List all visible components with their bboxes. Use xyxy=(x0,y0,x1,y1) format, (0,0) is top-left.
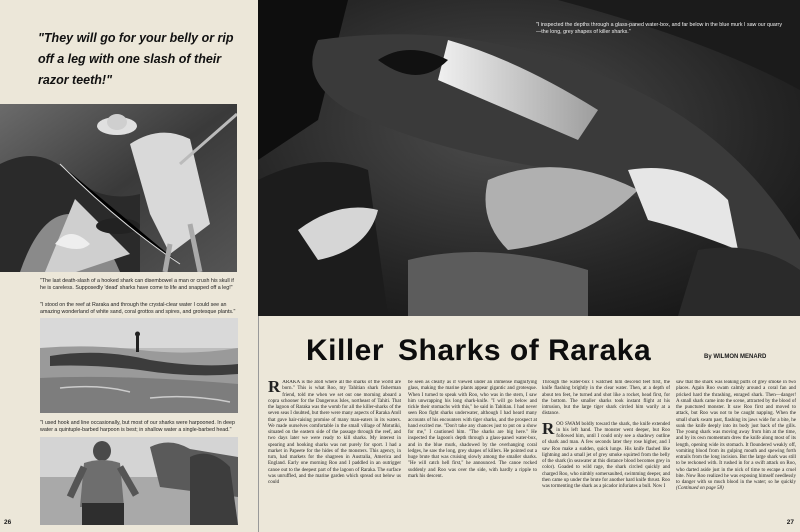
article-column-3 xyxy=(542,380,670,526)
photo-diver xyxy=(40,437,238,525)
pull-quote: "They will go for your belly or rip off a leg with one slash of their razor teeth!" xyxy=(38,31,234,87)
article-column-1 xyxy=(268,380,401,526)
page-number-left: 26 xyxy=(4,519,12,526)
article-column-2 xyxy=(408,380,537,526)
caption-diver: "I used hook and line occasionally, but most of our sharks were harpooned. In deep water a quintuple-barbed harpoon is best; in shallow water a single-barbed head." xyxy=(40,420,235,433)
article-col4-text: saw that the shark was leaking puffs of grey smoke in two places. Again Roo swam calmly around a coral fan and pricked hard the thrashing, enraged shark. Then—danger! A small shark came into the scene, attracted by the blood of the punctured monster. It saw Roo first and moved to attack, but Roo was not to be caught napping. When the small shark swam past, flashing its jaws wide for a bite, he sunk the knife deeply into its body just back of the gills. The young shark was moving away from him at the time, and by its own momentum drew the knife along most of its length, opening wide its stomach. It floundered weakly off, vomiting blood from its gulping mouth and spewing forth entrails from the long incision. But the large shark was still to be reckoned with. It rushed in for a swift attack on Roo, who darted aside just in the nick of time to escape a cruel bite. Now Roo realized he was exposing himself needlessly to danger with so much blood in the water; so he quickly xyxy=(676,380,796,485)
continued-note: (Continued on page 58) xyxy=(676,486,724,492)
caption-fisherman: "The last death-slash of a hooked shark can disembowel a man or crush his skull if he is careless. Supposedly 'dead' sharks have come to life and snapped off a leg!" xyxy=(40,278,234,291)
photo-shark-underwater xyxy=(258,0,800,316)
article-col3-text-b: OO SWAM boldly toward the shark, the knife extended in his left hand. The monster went deeper, but Roo followed him, until I could only see a shadowy outline of shark and man. A few seconds later they rose higher, and I saw Roo make a sudden, quick lunge. His knife flashed like lightning and a small jet of grey smoke squirted from the belly of the shark (in seawater at this distance blood becomes grey in color). Goaded to wild rage, the shark circled quickly and charged Roo, who nimbly somersaulted, swimming deeper, and then came up under the brute for another hard knife thrust. Roo was tormenting the shark as a picador infuriates a bull. Now I xyxy=(542,421,670,489)
photo-reef xyxy=(40,318,238,413)
title-sharks-of-raraka: Sharks of Raraka xyxy=(398,334,652,367)
title-word-killer: Killer xyxy=(306,334,385,367)
article-title xyxy=(306,334,665,368)
article-col3-text-a: Through the water-box I watched him descend feet first, the knife flashing brightly in the clear water. Then, at a depth of about ten feet, he turned and shot like a rocket, head first, for the bottom. The smaller sharks took instant flight at his intrusion, but the large tiger shark circled him warily at a distance. xyxy=(542,380,670,417)
left-page xyxy=(0,0,258,532)
article-col2-text: be seen as clearly as if viewed under an immense magnifying glass, making the marine plants appear gigantic and grotesque. When I turned to speak with Roo, who was in the stern, I saw him unwrapping his long shark-knife. "I will go below and tickle their stomachs with this," he said in Tahitian. I had never seen Roo fight sharks underwater, although I had heard many accounts of his encounters with tiger sharks, and the prospect at hand excited me. "Don't take any chances just to put on a show for me," I cautioned him. "The sharks are big here." He inspected the lagoon's depth through a glass-paned water-box, and in the blue murk, shadowed by the overhanging coral ledges, he saw the long, grey shapes of killers. He pointed out a huge brute that was cruising slowly among the smaller sharks. "He will catch hell first," he announced. The canoe rocked suddenly and Roo was over the side, with hardly a ripple to mark his descent. xyxy=(408,380,537,479)
article-column-4 xyxy=(676,380,796,526)
dropcap-r-2: R xyxy=(542,418,555,438)
byline: By WILMON MENARD xyxy=(704,354,767,360)
caption-shark-photo: "I inspected the depths through a glass-paned water-box, and far below in the blue murk I saw our quarry—the long, grey shapes of killer sharks." xyxy=(536,22,782,35)
caption-reef: "I stood on the reef at Raraka and through the crystal-clear water I could see an amazing wonderland of white sand, coral grottos and spires, and grotesque plants." xyxy=(40,302,236,315)
dropcap-r: R xyxy=(268,380,281,396)
photo-fisherman xyxy=(0,104,237,272)
page-number-right: 27 xyxy=(786,519,794,526)
article-col1-text: ARAKA is the atoll where all the sharks of the world are born." This is what Roo, my Tahitian shark fisherman friend, told me when we set out one morning aboard a copra schooner for the Dangerous Isles, northeast of Tahiti. That the lagoon of Raraka was the womb for all the killer-sharks of the seven seas I doubted, but there were many aspects of Raraka Atoll that gave hair-raising promise of many man-eaters in its waters. We made ourselves comfortable in the small village of Motutiki, situated on the eastern side of the passage through the reef, and two days later we were ready to kill sharks. My interest in spearing and hooking sharks was not purely for sport. I had a market in Papeete for the hides of the monsters. This agency, in turn, had markets for the shagreen in Australia, America and England. Early one morning Roo and I paddled in an outrigger canoe out to the deepest part of the lagoon of Raraka. The surface was unruffled, and the marine garden which spread out below us could xyxy=(268,380,401,485)
column-rule xyxy=(258,316,259,532)
